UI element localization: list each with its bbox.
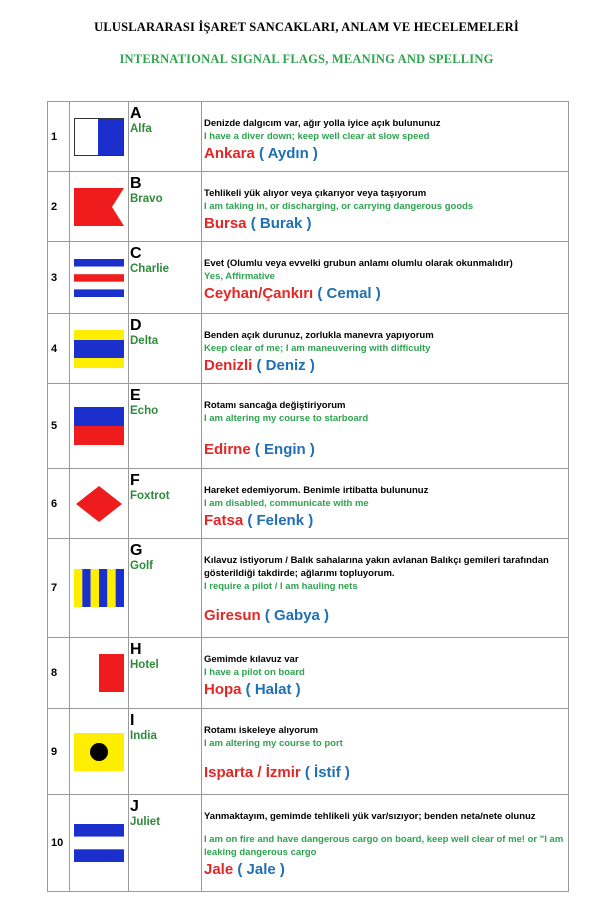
flag-cell: [70, 172, 129, 242]
table-row: [48, 384, 569, 469]
letter-cell: [129, 242, 202, 314]
letter-cell: [129, 102, 202, 172]
meaning-tr: Benden açık durunuz, zorlukla manevra yapıyorum: [204, 330, 434, 341]
delta-flag-icon: [74, 330, 124, 368]
meaning-en: I am on fire and have dangerous cargo on board, keep well clear of me! or "I am leaking dangerous cargo: [204, 834, 564, 858]
spelling: [204, 441, 566, 459]
meaning-en: I have a diver down; keep well clear at slow speed: [204, 131, 430, 142]
meaning-en: Keep clear of me; I am maneuvering with difficulty: [204, 343, 431, 354]
spelling: [204, 357, 566, 375]
spelling-name: ( Felenk ): [247, 512, 314, 529]
row-number: 7: [48, 539, 70, 638]
spelling-name: ( Aydın ): [259, 145, 318, 162]
letter-cell: [129, 172, 202, 242]
bravo-flag-icon: [74, 188, 124, 226]
flag-cell: [70, 709, 129, 795]
spelling: [204, 145, 566, 163]
flag-cell: [70, 638, 129, 709]
table-row: [48, 709, 569, 795]
meaning-cell: [202, 102, 569, 172]
flag-cell: [70, 384, 129, 469]
spelling: [204, 764, 566, 782]
letter-cell: [129, 709, 202, 795]
row-number: 10: [48, 795, 70, 892]
letter-cell: [129, 384, 202, 469]
letter: C: [130, 245, 142, 262]
table-row: [48, 242, 569, 314]
flag-cell: [70, 539, 129, 638]
meaning-en: I am disabled, communicate with me: [204, 498, 369, 509]
phonetic-word: Charlie: [130, 263, 169, 275]
flag-cell: [70, 795, 129, 892]
meaning-cell: [202, 638, 569, 709]
spelling-name: ( Cemal ): [317, 285, 381, 302]
spelling-name: ( Burak ): [250, 215, 312, 232]
alfa-flag-icon: [74, 118, 124, 156]
phonetic-word: Bravo: [130, 193, 163, 205]
phonetic-word: Alfa: [130, 123, 152, 135]
meaning-cell: [202, 172, 569, 242]
row-number: 1: [48, 102, 70, 172]
spelling-name: ( Engin ): [254, 441, 315, 458]
meaning-en: I have a pilot on board: [204, 667, 305, 678]
spelling: [204, 215, 566, 233]
meaning-tr: Gemimde kılavuz var: [204, 654, 299, 665]
letter: E: [130, 387, 141, 404]
phonetic-word: Delta: [130, 335, 159, 347]
spelling-city: Denizli: [204, 357, 253, 374]
row-number: 6: [48, 469, 70, 539]
letter: H: [130, 641, 142, 658]
letter: F: [130, 472, 140, 489]
meaning-cell: [202, 469, 569, 539]
phonetic-word: Foxtrot: [130, 490, 170, 502]
row-number: 5: [48, 384, 70, 469]
spelling-city: Hopa: [204, 681, 242, 698]
spelling: [204, 285, 566, 303]
signal-flags-table: [47, 101, 569, 892]
phonetic-word: Juliet: [130, 816, 161, 828]
table-row: [48, 539, 569, 638]
flag-cell: [70, 469, 129, 539]
spelling-city: Ceyhan/Çankırı: [204, 285, 314, 302]
table-row: [48, 172, 569, 242]
spelling-name: ( İstif ): [304, 764, 350, 781]
spelling-name: ( Deniz ): [256, 357, 315, 374]
hotel-flag-icon: [74, 654, 124, 692]
row-number: 3: [48, 242, 70, 314]
golf-flag-icon: [74, 569, 124, 607]
meaning-cell: [202, 314, 569, 384]
row-number: 4: [48, 314, 70, 384]
spelling-city: Edirne: [204, 441, 251, 458]
spelling: [204, 681, 566, 699]
meaning-cell: [202, 539, 569, 638]
letter: G: [130, 542, 143, 559]
phonetic-word: Hotel: [130, 659, 159, 671]
meaning-en: I am taking in, or discharging, or carrying dangerous goods: [204, 201, 474, 212]
spelling: [204, 607, 566, 625]
table-row: [48, 469, 569, 539]
letter-cell: [129, 539, 202, 638]
letter-cell: [129, 469, 202, 539]
phonetic-word: Golf: [130, 560, 153, 572]
table-row: [48, 314, 569, 384]
meaning-tr: Rotamı iskeleye alıyorum: [204, 725, 319, 736]
letter: I: [130, 712, 135, 729]
meaning-en: I require a pilot / I am hauling nets: [204, 581, 358, 592]
spelling-name: ( Halat ): [245, 681, 301, 698]
table-row: [48, 638, 569, 709]
flag-cell: [70, 242, 129, 314]
meaning-en: Yes, Affirmative: [204, 271, 275, 282]
meaning-cell: [202, 242, 569, 314]
table-row: [48, 795, 569, 892]
meaning-tr: Yanmaktayım, gemimde tehlikeli yük var/sızıyor; benden neta/nete olunuz: [204, 811, 536, 822]
meaning-cell: [202, 795, 569, 892]
echo-flag-icon: [74, 407, 124, 445]
page-title-tr: ULUSLARARASI İŞARET SANCAKLARI, ANLAM VE HECELEMELERİ: [94, 20, 519, 34]
spelling: [204, 512, 566, 530]
page-title-en: INTERNATIONAL SIGNAL FLAGS, MEANING AND SPELLING: [119, 52, 494, 66]
meaning-tr: Tehlikeli yük alıyor veya çıkarıyor veya taşıyorum: [204, 188, 427, 199]
charlie-flag-icon: [74, 259, 124, 297]
spelling-name: ( Gabya ): [264, 607, 330, 624]
meaning-en: I am altering my course to starboard: [204, 413, 369, 424]
meaning-tr: Rotamı sancağa değiştiriyorum: [204, 400, 346, 411]
meaning-cell: [202, 709, 569, 795]
meaning-tr: Denizde dalgıcım var, ağır yolla iyice açık bulununuz: [204, 118, 441, 129]
flag-cell: [70, 314, 129, 384]
letter-cell: [129, 638, 202, 709]
meaning-tr: Hareket edemiyorum. Benimle irtibatta bulununuz: [204, 485, 429, 496]
spelling-city: Isparta / İzmir: [204, 764, 301, 781]
spelling-city: Jale: [204, 861, 234, 878]
meaning-tr: Evet (Olumlu veya evvelki grubun anlamı olumlu olarak okunmalıdır): [204, 258, 513, 269]
flag-cell: [70, 102, 129, 172]
meaning-tr: Kılavuz istiyorum / Balık sahalarına yakın avlanan Balıkçı gemileri tarafından gösterildiği takdirde; ağlarımı topluyorum.: [204, 555, 549, 579]
meaning-en: I am altering my course to port: [204, 738, 343, 749]
phonetic-word: Echo: [130, 405, 159, 417]
letter: B: [130, 175, 142, 192]
juliet-flag-icon: [74, 824, 124, 862]
spelling-city: Fatsa: [204, 512, 244, 529]
table-row: [48, 102, 569, 172]
india-flag-icon: [74, 733, 124, 771]
spelling-city: Bursa: [204, 215, 247, 232]
spelling-city: Ankara: [204, 145, 255, 162]
spelling: [204, 861, 566, 879]
foxtrot-flag-icon: [74, 485, 124, 523]
meaning-cell: [202, 384, 569, 469]
row-number: 8: [48, 638, 70, 709]
spelling-name: ( Jale ): [237, 861, 285, 878]
letter: D: [130, 317, 142, 334]
row-number: 2: [48, 172, 70, 242]
letter-cell: [129, 795, 202, 892]
letter: A: [130, 105, 142, 122]
letter-cell: [129, 314, 202, 384]
phonetic-word: India: [130, 730, 157, 742]
spelling-city: Giresun: [204, 607, 261, 624]
row-number: 9: [48, 709, 70, 795]
letter: J: [130, 798, 139, 815]
